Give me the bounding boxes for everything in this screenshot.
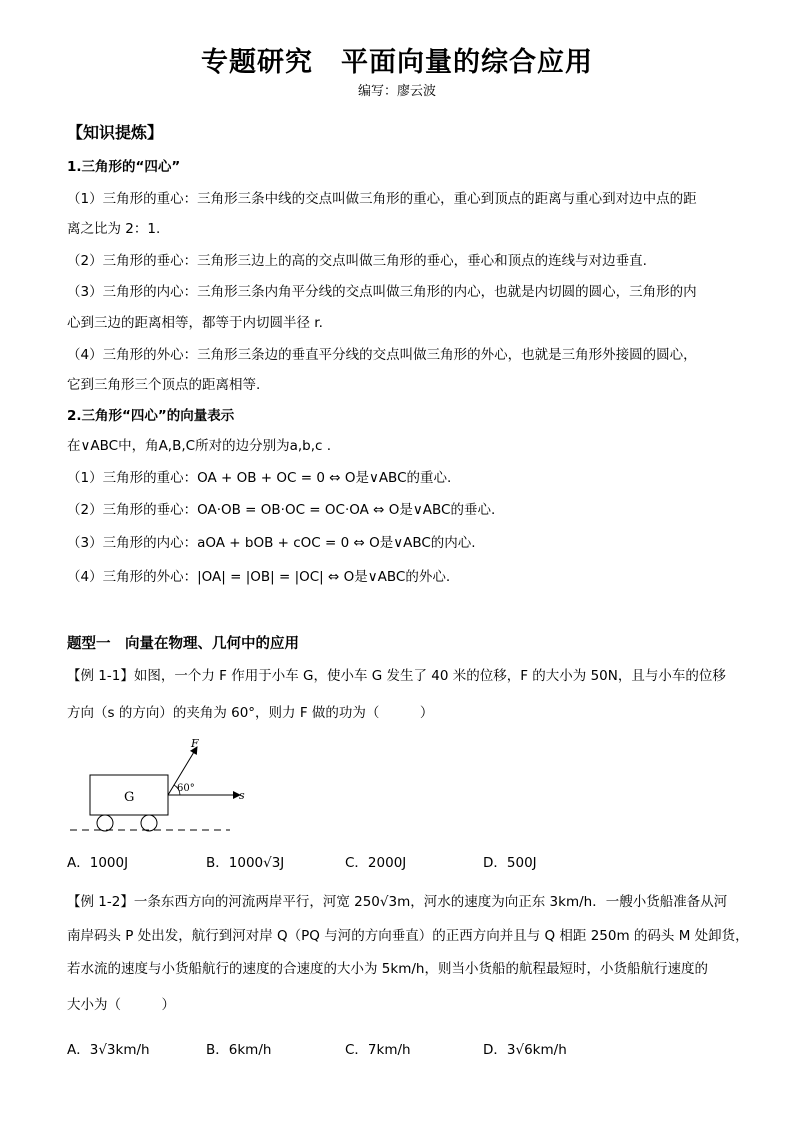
section2-title: 2.三角形“四心”的向量表示 [67,408,235,424]
ex1-choice-d: D．500J [483,855,537,871]
displacement-label: s [239,789,245,802]
cart-wheel-left [97,815,113,831]
force-label: F [191,737,199,750]
ex2-choice-c: C．7km/h [345,1042,411,1058]
example-1-2-line2: 南岸码头 P 处出发，航行到河对岸 Q（PQ 与河的方向垂直）的正西方向并且与 Q 相距 250m 的码头 M 处卸货， [67,928,749,944]
cart-label: G [124,790,135,805]
s1-line-3: （2）三角形的垂心：三角形三边上的高的交点叫做三角形的垂心，垂心和顶点的连线与对边垂直. [67,253,647,269]
cart-wheel-right [141,815,157,831]
ex2-choice-b: B．6km/h [206,1042,272,1058]
cart-force-figure [60,735,260,835]
s1-line-5: 心到三边的距离相等，都等于内切圆半径 r. [67,315,323,331]
section1-title: 1.三角形的“四心” [67,159,181,175]
ex2-choice-a: A．3√3km/h [67,1042,150,1058]
section2-intro: 在∨ABC中，角A,B,C所对的边分别为a,b,c . [67,438,332,454]
s1-line-7: 它到三角形三个顶点的距离相等. [67,377,261,393]
angle-label: 60° [177,783,195,794]
s1-line-2: 离之比为 2：1. [67,221,161,237]
vector-centroid: （1）三角形的重心：OA + OB + OC = 0 ⇔ O是∨ABC的重心. [67,470,452,486]
example-1-1-line2: 方向（s 的方向）的夹角为 60°，则力 F 做的功为（ ） [67,705,434,721]
example-1-2-line3: 若水流的速度与小货船航行的速度的合速度的大小为 5km/h，则当小货船的航程最短时，小货船航行速度的 [67,961,708,977]
ex1-choice-b: B．1000√3J [206,855,285,871]
document-title: 专题研究 平面向量的综合应用 [201,47,593,78]
ex1-choice-a: A．1000J [67,855,129,871]
type1-heading: 题型一 向量在物理、几何中的应用 [67,636,299,652]
ex1-choice-c: C．2000J [345,855,407,871]
s1-line-1: （1）三角形的重心：三角形三条中线的交点叫做三角形的重心，重心到顶点的距离与重心到对边中点的距 [67,191,697,207]
s1-line-4: （3）三角形的内心：三角形三条内角平分线的交点叫做三角形的内心，也就是内切圆的圆心，三角形的内 [67,284,697,300]
example-1-2-line4: 大小为（ ） [67,997,175,1013]
example-1-2-line1: 【例 1-2】一条东西方向的河流两岸平行，河宽 250√3m，河水的速度为向正东 3km/h．一艘小货船准备从河 [67,894,728,910]
vector-orthocenter: （2）三角形的垂心：OA·OB = OB·OC = OC·OA ⇔ O是∨ABC的垂心. [67,502,496,518]
s1-line-6: （4）三角形的外心：三角形三条边的垂直平分线的交点叫做三角形的外心，也就是三角形外接圆的圆心， [67,347,697,363]
vector-circumcenter: （4）三角形的外心：|OA| = |OB| = |OC| ⇔ O是∨ABC的外心. [67,569,451,585]
document-author: 编写：廖云波 [357,84,436,99]
example-1-1-line1: 【例 1-1】如图，一个力 F 作用于小车 G，使小车 G 发生了 40 米的位移，F 的大小为 50N，且与小车的位移 [67,668,726,684]
vector-incenter: （3）三角形的内心：aOA + bOB + cOC = 0 ⇔ O是∨ABC的内心. [67,535,476,551]
ex2-choice-d: D．3√6km/h [483,1042,567,1058]
knowledge-heading: 【知识提炼】 [67,123,164,142]
